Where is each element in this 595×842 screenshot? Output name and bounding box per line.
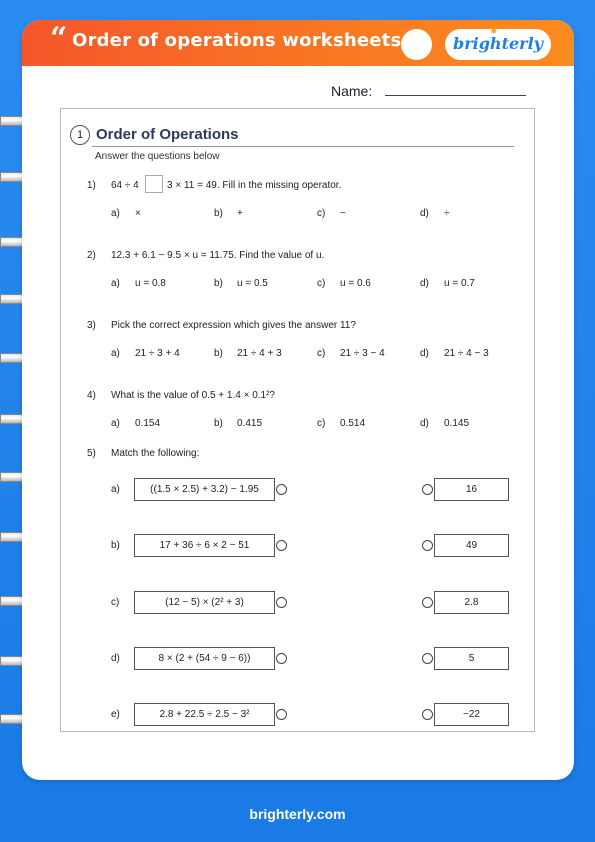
match-answer: 49 — [434, 534, 509, 557]
question-text: 12.3 + 6.1 − 9.5 × u = 11.75. Find the value of u. — [111, 250, 325, 261]
option-letter: b) — [214, 278, 223, 289]
question-text: Match the following: — [111, 448, 200, 459]
question-text: 64 ÷ 4 — [111, 180, 139, 191]
match-connector-right[interactable] — [422, 484, 433, 495]
footer-link[interactable]: brighterly.com — [249, 806, 346, 822]
match-connector-right[interactable] — [422, 540, 433, 551]
option-letter: d) — [420, 418, 429, 429]
section-divider — [92, 146, 514, 147]
option-letter: c) — [317, 278, 326, 289]
question-number: 2) — [87, 250, 96, 261]
option-value[interactable]: 21 ÷ 3 + 4 — [135, 348, 180, 359]
match-letter: e) — [111, 709, 120, 720]
match-answer: 16 — [434, 478, 509, 501]
option-letter: b) — [214, 348, 223, 359]
name-label: Name: — [331, 83, 373, 99]
option-value[interactable]: u = 0.6 — [340, 278, 371, 289]
page-title: Order of operations worksheets — [72, 30, 402, 51]
match-expression: 8 × (2 + (54 ÷ 9 − 6)) — [134, 647, 275, 670]
match-answer: −22 — [434, 703, 509, 726]
match-connector-left[interactable] — [276, 653, 287, 664]
section-title: Order of Operations — [96, 126, 239, 143]
option-letter: c) — [317, 208, 326, 219]
option-value[interactable]: u = 0.7 — [444, 278, 475, 289]
option-letter: a) — [111, 348, 120, 359]
question-number: 3) — [87, 320, 96, 331]
option-value[interactable]: − — [340, 208, 346, 219]
name-field-line[interactable] — [385, 95, 526, 96]
section-number: 1 — [70, 125, 90, 145]
option-value[interactable]: 0.145 — [444, 418, 470, 429]
worksheet-card — [22, 20, 574, 780]
match-connector-right[interactable] — [422, 653, 433, 664]
match-answer: 2.8 — [434, 591, 509, 614]
option-value[interactable]: 0.415 — [237, 418, 263, 429]
option-letter: b) — [214, 208, 223, 219]
question-text: What is the value of 0.5 + 1.4 × 0.1²? — [111, 390, 275, 401]
option-letter: c) — [317, 348, 326, 359]
missing-operator-box[interactable] — [145, 175, 163, 193]
match-connector-left[interactable] — [276, 709, 287, 720]
circle-icon — [401, 29, 432, 60]
match-letter: b) — [111, 540, 120, 551]
option-letter: a) — [111, 418, 120, 429]
match-letter: d) — [111, 653, 120, 664]
match-expression: 17 + 36 ÷ 6 × 2 − 51 — [134, 534, 275, 557]
option-letter: c) — [317, 418, 326, 429]
section-subtitle: Answer the questions below — [95, 151, 220, 162]
option-value[interactable]: u = 0.5 — [237, 278, 268, 289]
question-text: Pick the correct expression which gives the answer 11? — [111, 320, 356, 331]
match-letter: c) — [111, 597, 120, 608]
match-connector-right[interactable] — [422, 597, 433, 608]
option-value[interactable]: 21 ÷ 3 − 4 — [340, 348, 385, 359]
spark-icon: ✸ — [490, 26, 498, 36]
option-letter: a) — [111, 208, 120, 219]
option-letter: d) — [420, 278, 429, 289]
question-number: 1) — [87, 180, 96, 191]
question-number: 5) — [87, 448, 96, 459]
quote-icon: “ — [50, 21, 68, 56]
option-value[interactable]: 21 ÷ 4 + 3 — [237, 348, 282, 359]
match-connector-right[interactable] — [422, 709, 433, 720]
match-answer: 5 — [434, 647, 509, 670]
option-letter: d) — [420, 348, 429, 359]
match-letter: a) — [111, 484, 120, 495]
option-letter: b) — [214, 418, 223, 429]
option-value[interactable]: + — [237, 208, 243, 219]
brand-logo[interactable] — [445, 26, 551, 60]
option-letter: d) — [420, 208, 429, 219]
match-expression: ((1.5 × 2.5) + 3.2) − 1.95 — [134, 478, 275, 501]
option-value[interactable]: ÷ — [444, 208, 450, 219]
logo-text: brighterly — [453, 34, 543, 53]
question-number: 4) — [87, 390, 96, 401]
option-letter: a) — [111, 278, 120, 289]
match-connector-left[interactable] — [276, 540, 287, 551]
match-connector-left[interactable] — [276, 597, 287, 608]
option-value[interactable]: 21 ÷ 4 − 3 — [444, 348, 489, 359]
option-value[interactable]: 0.154 — [135, 418, 161, 429]
option-value[interactable]: × — [135, 208, 141, 219]
match-expression: 2.8 + 22.5 ÷ 2.5 − 3² — [134, 703, 275, 726]
header-banner — [22, 20, 574, 66]
match-expression: (12 − 5) × (2² + 3) — [134, 591, 275, 614]
match-connector-left[interactable] — [276, 484, 287, 495]
option-value[interactable]: 0.514 — [340, 418, 366, 429]
option-value[interactable]: u = 0.8 — [135, 278, 166, 289]
question-text: 3 × 11 = 49. Fill in the missing operator. — [167, 180, 342, 191]
